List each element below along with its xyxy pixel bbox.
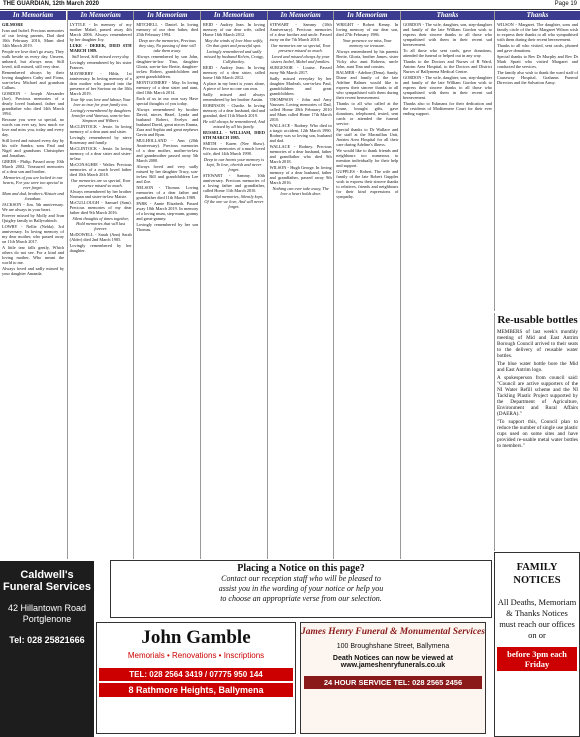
notice-paragraph: Thanks to the Doctors and Nurses of B Ward, Antrim Area Hospital, to the Doctors and District Nurses of Ballymena Medical Centre. <box>403 59 492 74</box>
section-heading: In Memoriam <box>0 11 66 20</box>
memoriam-column <box>133 11 200 559</box>
article-paragraph: A spokesperson from council said: "Council are active supporters of the NI Water Refill scheme and the NI Tackling Plastic Project supported by the Department of Agriculture, Environment and Rural Affairs (DAERA)." <box>497 375 578 417</box>
james-henry-ad <box>300 622 486 734</box>
notice-paragraph: A place in my heart is yours alone, A piece of love no one can own. <box>202 81 265 91</box>
notice-paragraph: Beautiful memories, Silently kept, Of the one we love, And will never forget. <box>204 194 264 209</box>
thanks-gordon-column <box>400 11 494 559</box>
notice-paragraph: Our memories are so special, Your presence missed so much. <box>70 178 131 188</box>
notice-paragraph: Sadly missed and always remembered by her brother Austin. <box>202 92 265 102</box>
notice-paragraph: Sadly missed everyday by her daughter Marleah, son-in-law Paul, grandchildren and great grandchildren. <box>269 76 332 96</box>
notice-paragraph: Always remembered by her brother Norman and sister-in-law Maisie. <box>69 189 132 199</box>
notice-paragraph: GREER - Philip. Passed away 10th March 2002. Treasured memories of a dear son and brother. <box>2 159 64 174</box>
section-heading: Thanks <box>401 11 494 20</box>
notice-paragraph: GILMORE <box>2 22 24 27</box>
notice-paragraph: Thanks to all who called at the house, brought gifts, gave donations, telephoned, texted, sent cards or attended the funeral service. <box>336 101 399 126</box>
notice-paragraph: Because you were so special, no words can ever say, how much we love and miss you, today and every day. <box>2 117 64 137</box>
paper-title: THE GUARDIAN, 12th March 2020 <box>3 1 100 7</box>
family-line1: All Deaths, Memoriam <box>497 597 577 607</box>
memoriam-column <box>0 11 66 559</box>
memoriam-column <box>200 11 267 559</box>
caldwell-tel: Tel: 028 25821666 <box>9 635 85 645</box>
notice-paragraph: Our memories are so special, Your presence missed so much. <box>270 43 331 53</box>
gamble-tel: TEL: 028 2564 3419 / 07775 950 144 <box>99 668 293 681</box>
section-heading: In Memoriam <box>68 11 134 20</box>
james-henry-web: Death Notices can now be viewed at www.jameshenryfunerals.co.uk <box>332 655 454 669</box>
notice-paragraph: MONTGOMERY - May. In loving memory of a dear sister and aunt, died 10th March 2014. <box>136 80 199 95</box>
notice-paragraph: Loved and missed always by your sisters Isobel, Mabel and families. <box>271 54 331 64</box>
notice-paragraph: Thanks to all who visited, sent cards, phoned and gave donations. <box>497 43 578 53</box>
notice-paragraph: McCONAGHIE - Walter. Precious memories of a much loved father died 10th March 2018. <box>69 162 132 177</box>
notice-paragraph: We would like to thank friends and neighbours too numerous to mention individually for their help and support. <box>336 148 399 168</box>
page-header <box>0 0 580 10</box>
notice-paragraph: Always loved and very sadly missed by her daughter Tracy, son-in-law Bill and grandchildren Lee and Zoe. <box>136 164 199 184</box>
notice-paragraph: MITCHELL - Daniel. In loving memory of our dear father, died 25th February 1994. <box>136 22 199 37</box>
article-paragraph: MEMBERS of last week's monthly meeting of Mid and East Antrim Borough Council arrived to their seats to the delivery of reusable water bottles. <box>497 329 578 359</box>
notice-paragraph: Deep in our hearts your memory is kept, To love, cherish and never forget. <box>203 157 265 172</box>
notice-paragraph: GUPPLES - Robert. The wife and family of the late Robert Gupples wish to express their sincere thanks to relatives, friends and neighbours for their kind expressions of sympathy. <box>336 169 399 199</box>
notice-paragraph: Deep are the memories, Precious they stay, No passing of time will take them away. <box>138 38 196 53</box>
notice-paragraph: WALLACE - Rodney. Who died in a tragic accident, 12th March 1990. Rodney was so loving son, husband and dad. <box>269 123 332 143</box>
notice-paragraph: WRIGHT - Robert Kenny. In loving memory of our dear son, died 27th February 1986. <box>336 22 399 37</box>
james-henry-name: James Henry Funeral & Monumental Services <box>301 627 485 637</box>
notice-paragraph: Remembered always by their loving daughters Cathy and Fiona, son-in-law Michael and grandson Callum. <box>2 70 64 90</box>
placing-line2: assist you in the wording of your notice or help you <box>218 584 384 593</box>
notice-paragraph: McCULLOUGH - Samuel (Sam). Precious memories of my dear father died 9th March 2016. <box>69 200 132 215</box>
notice-paragraph: GORDON - The wife, daughter, son, step-daughter and family of the late William Gordon wish to express their sincere thanks to all those who sympathised with them in their recent sad bereavement. <box>403 75 492 100</box>
notice-paragraph: Always loved and sadly missed by your daughter Amanda. <box>2 266 64 276</box>
reusable-bottles-article <box>494 313 580 551</box>
article-paragraph: "To support this, Council plan to reduce the number of single use plastic cups used on some sites and have provided re-usable metal water bottles to members." <box>497 419 578 449</box>
notice-paragraph: Lovingly remembered by niece Rosemary and family. <box>69 135 132 145</box>
gamble-address: 8 Rathmore Heights, Ballymena <box>99 683 293 697</box>
notice-paragraph: People we love don't go away, They walk beside us every day. Unseen, unheard, but always near, Still loved, still missed, still very dear. <box>2 49 64 69</box>
notice-paragraph: RUSSELL - WILLIAM, DIED 6TH MARCH 1985. <box>202 130 265 140</box>
james-henry-tel: 24 HOUR SERVICE TEL: 028 2565 2456 <box>304 676 482 689</box>
notice-paragraph: Always remembered by brother David, nieces Hazel, Lynda and husband Robert, Evelyn and husband David, great nieces Emma, Zara and Sophia and great nephews Gavin and Ryan. <box>136 107 199 137</box>
placing-line1: Contact our reception staff who will be pleased to <box>221 574 381 583</box>
john-gamble-ad <box>96 622 296 734</box>
notice-paragraph: Mum and dad, brothers Alistair and Jonathan. <box>2 191 64 201</box>
article-paragraph: The blue water bottle bore the Mid and East Antrim logo. <box>497 361 578 373</box>
notice-paragraph: The family also wish to thank the ward staff of Causeway Hospital, Grahams Funeral Directors and the Salvation Army. <box>497 70 578 85</box>
family-title: FAMILY NOTICES <box>513 562 561 586</box>
notice-paragraph: REID - Audrey Jean. In loving memory of a dear sister, called home 16th March 2012. <box>202 65 265 80</box>
notice-paragraph: Lovingly remembered by his sister Frances. <box>69 60 132 70</box>
notice-paragraph: Ivan and Isobel. Precious memories of our loving parents, Dad died 10th February 2016, Mum died 14th March 2019. <box>2 28 64 48</box>
notice-paragraph: LUKE - DEREK, DIED 6TH MARCH 1989. <box>69 43 132 53</box>
notice-paragraph: Memories of you are locked in our hearts, For you were too special to ever forget. <box>2 175 64 190</box>
notice-paragraph: SURGENOR - Louise. Passed away 9th March 2017. <box>269 65 332 75</box>
notice-paragraph: Special thanks to Dr Wallace and the staff at the Macmillan Unit, Antrim Area Hospital for all their care during Adeline's illness. <box>336 127 399 147</box>
placing-title: Placing a Notice on this page? <box>237 563 365 574</box>
page-number: Page 19 <box>554 1 577 7</box>
family-notices-box <box>494 552 580 737</box>
section-heading: In Memoriam <box>268 11 334 20</box>
notice-paragraph: ROBINSON - Charlie. In loving memory of a dear husband, dad and grandad, died 11th March 2019. <box>202 103 265 118</box>
notice-paragraph: Still loved and missed every day by his wife Sandra, sons Paul and Nigel and grandsons Christopher and Jonathan. <box>2 138 64 158</box>
notice-paragraph: Your life was love and labour, Your love so true for your family too. <box>70 97 131 107</box>
notice-paragraph: JACKSON - Jim. 5th anniversary. We are always in your heart. <box>2 202 64 212</box>
notice-paragraph: Forever missed by Molly and Ivan Quigley family in Ballyvahinch. <box>2 213 64 223</box>
memoriam-column <box>267 11 334 559</box>
notice-paragraph: GORDON - Joseph Alexander (Joe). Precious memories of a dearly loved husband, father and grandfather who died 14th March 1994. <box>2 91 64 116</box>
notice-paragraph: GORDON - The wife, daughter, son, step-daughter and family of the late William Gordon wish to express their sincere thanks to all those who sympathised with them in their recent sad bereavement. <box>403 22 492 47</box>
notice-paragraph: Lovingly remembered by her son Thomas. <box>136 222 199 232</box>
family-line2: & Thanks Notices <box>506 608 568 618</box>
memoriam-column <box>333 11 400 559</box>
notice-paragraph: May the winds of love blow softly, On that quiet and peaceful spot. <box>204 38 264 48</box>
gamble-services: Memorials • Renovations • Inscriptions <box>127 651 265 660</box>
notice-paragraph: McCLINTOCK - Jessie. In loving memory of a dear aunt and sister. <box>69 124 132 134</box>
james-henry-address: 100 Broughshane Street, Ballymena <box>336 643 450 650</box>
placing-notice-box <box>110 560 492 618</box>
notice-paragraph: NELSON - Thomas. Loving memories of a dear father and grandfather died 11th March 1989. <box>136 185 199 200</box>
notice-paragraph: McCLINTOCK - Jessie. In loving memory of a dear sister and sister-in-law. <box>69 146 132 161</box>
family-deadline: before 3pm each Friday <box>497 647 577 671</box>
notice-paragraph: PARK - Annie Elizabeth. Passed away 10th March 2019. In memory of a loving mum, step-mum, granny and great-granny. <box>136 201 199 221</box>
placing-line3: to choose an appropriate verse from our selection. <box>220 594 382 603</box>
notice-paragraph: THOMPSON - John and Amy Vaussen. Loving memories of Dad, called Home 28th February 2010 and Mum called Home 17th March 2010. <box>269 97 332 122</box>
notice-paragraph: McDOWELL - Sarah (Ann) Sarah (Alder) died 2nd March 1985. <box>69 232 132 242</box>
notice-paragraph: REID - Audrey Jean. In loving memory of our dear wife, called Home 16th March 2012. <box>202 22 265 37</box>
article-headline: Re-usable bottles <box>497 314 578 326</box>
memoriam-column <box>67 11 134 559</box>
notice-paragraph: Silent thoughts of times together, Hold memories that will last forever. <box>72 216 129 231</box>
gamble-name: John Gamble <box>141 627 251 648</box>
notice-paragraph: MULHOLLAND - Ann (20th Anniversary). Precious memories of a dear mother, mother-in-law and grandmother passed away 5th March 2000. <box>136 138 199 163</box>
notice-paragraph: Lovingly remembered and sadly missed by husband Kelvin, Craigy, Cullybackey. <box>204 49 264 64</box>
notice-paragraph: Special thanks to Rev Dr Murphy and Rev Dr Mark Spratt who visited Margaret and conducted the services. <box>497 54 578 69</box>
notice-paragraph: SMITH - Karen (Nee Shaw). Precious memories of a much loved wife, died 14th March 1998. <box>202 141 265 156</box>
notice-paragraph: Always remembered by son John, daughter-in-law Tina, daughter Gloria, son-in-law Bertie, daughter-in-law Robert, grandchildren and great grandchildren. <box>136 54 199 79</box>
notice-paragraph: A little tear falls gently, Which others do not see. For a kind and loving mother, Who meant the world to me. <box>2 245 64 265</box>
notice-paragraph: WILSON - Hugh George. In loving memory of a dear husband, father and grandfather, passed away 9th March 2016. <box>269 165 332 185</box>
family-line3: must reach our offices on or <box>499 619 575 640</box>
notice-paragraph: Lovingly remembered by her daughter. <box>69 243 132 253</box>
notice-paragraph: MAYBERRY - Hilda, 1st anniversary. In loving memory of a dear mother who passed into the presence of her Saviour on the 10th March 2019. <box>69 71 132 96</box>
caldwell-address: 42 Hillantown Road Portglenone <box>7 603 87 624</box>
notice-paragraph: LOWRY - Nellie (Nelda). 3rd anniversary. In loving memory of my dear mother, who passed away on 11th March 2017. <box>2 224 64 244</box>
notice-paragraph: Thanks also to Eskmans for their dedication and the residents of Moditemere Court for their ever ending support. <box>403 101 492 116</box>
notice-paragraph: LYTTLE - In memory of my mother Mabel, passed away 4th March 2006. Always remembered by her daughter Joy. <box>69 22 132 42</box>
section-heading: In Memoriam <box>201 11 267 20</box>
notice-paragraph: WALLACE - Rodney. Precious memories of a dear husband, father and grandfather who died 9th March 2018. <box>269 144 332 164</box>
notice-paragraph: Always remembered by his parents Bertie, Gloria, brother James, sister Vicky also aunt Roberta, uncle John, aunt Tina and cousins. <box>336 49 399 69</box>
section-heading: Thanks <box>495 11 580 20</box>
caldwell-ad <box>0 561 94 737</box>
notice-paragraph: WILSON - Margaret. The daughter, sons and family circle of the late Margaret Wilson wish to express their thanks to all who sympathised with them during their recent bereavement. <box>497 22 578 42</box>
notice-paragraph: STEWART - Sammy (10th Anniversary). Precious memories of a dear brother and uncle. Passed away on the 7th March 2010. <box>269 22 332 42</box>
notice-paragraph: To all those who sent cards, gave donations, attended the funeral or helped out in any way. <box>403 48 492 58</box>
notice-paragraph: BALMER - Adeline (Dena). Sandy, Diane and family of the late Adeline Balmer would like to express their sincere thanks to all who sympathised with them during their recent bereavement. <box>336 70 399 100</box>
notice-paragraph: Nothing can ever take away, The love a heart holds dear. <box>272 186 329 196</box>
section-heading: In Memoriam <box>134 11 200 20</box>
notice-paragraph: Each of us in our own way Have special thoughts of you today. <box>136 96 199 106</box>
section-heading: In Memoriam <box>334 11 400 20</box>
thanks-wilson-column <box>494 11 580 311</box>
caldwell-title: Caldwell's Funeral Services <box>2 569 92 593</box>
notice-paragraph: Your presence we miss, Your memory we treasure. <box>342 38 392 48</box>
notice-paragraph: He will always be remembered, And missed by all his family. <box>203 119 265 129</box>
notice-paragraph: STEWART - Sammy. 10th anniversary. Precious memories of a loving father and grandfather, called Home 11th March 2010. <box>202 173 265 193</box>
notice-paragraph: Lovingly remembered by daughters Jennifer and Vanessa, sons-in-law Simpson and Wilbert. <box>70 108 131 123</box>
notice-paragraph: Still loved, Still missed every day. <box>71 54 130 59</box>
